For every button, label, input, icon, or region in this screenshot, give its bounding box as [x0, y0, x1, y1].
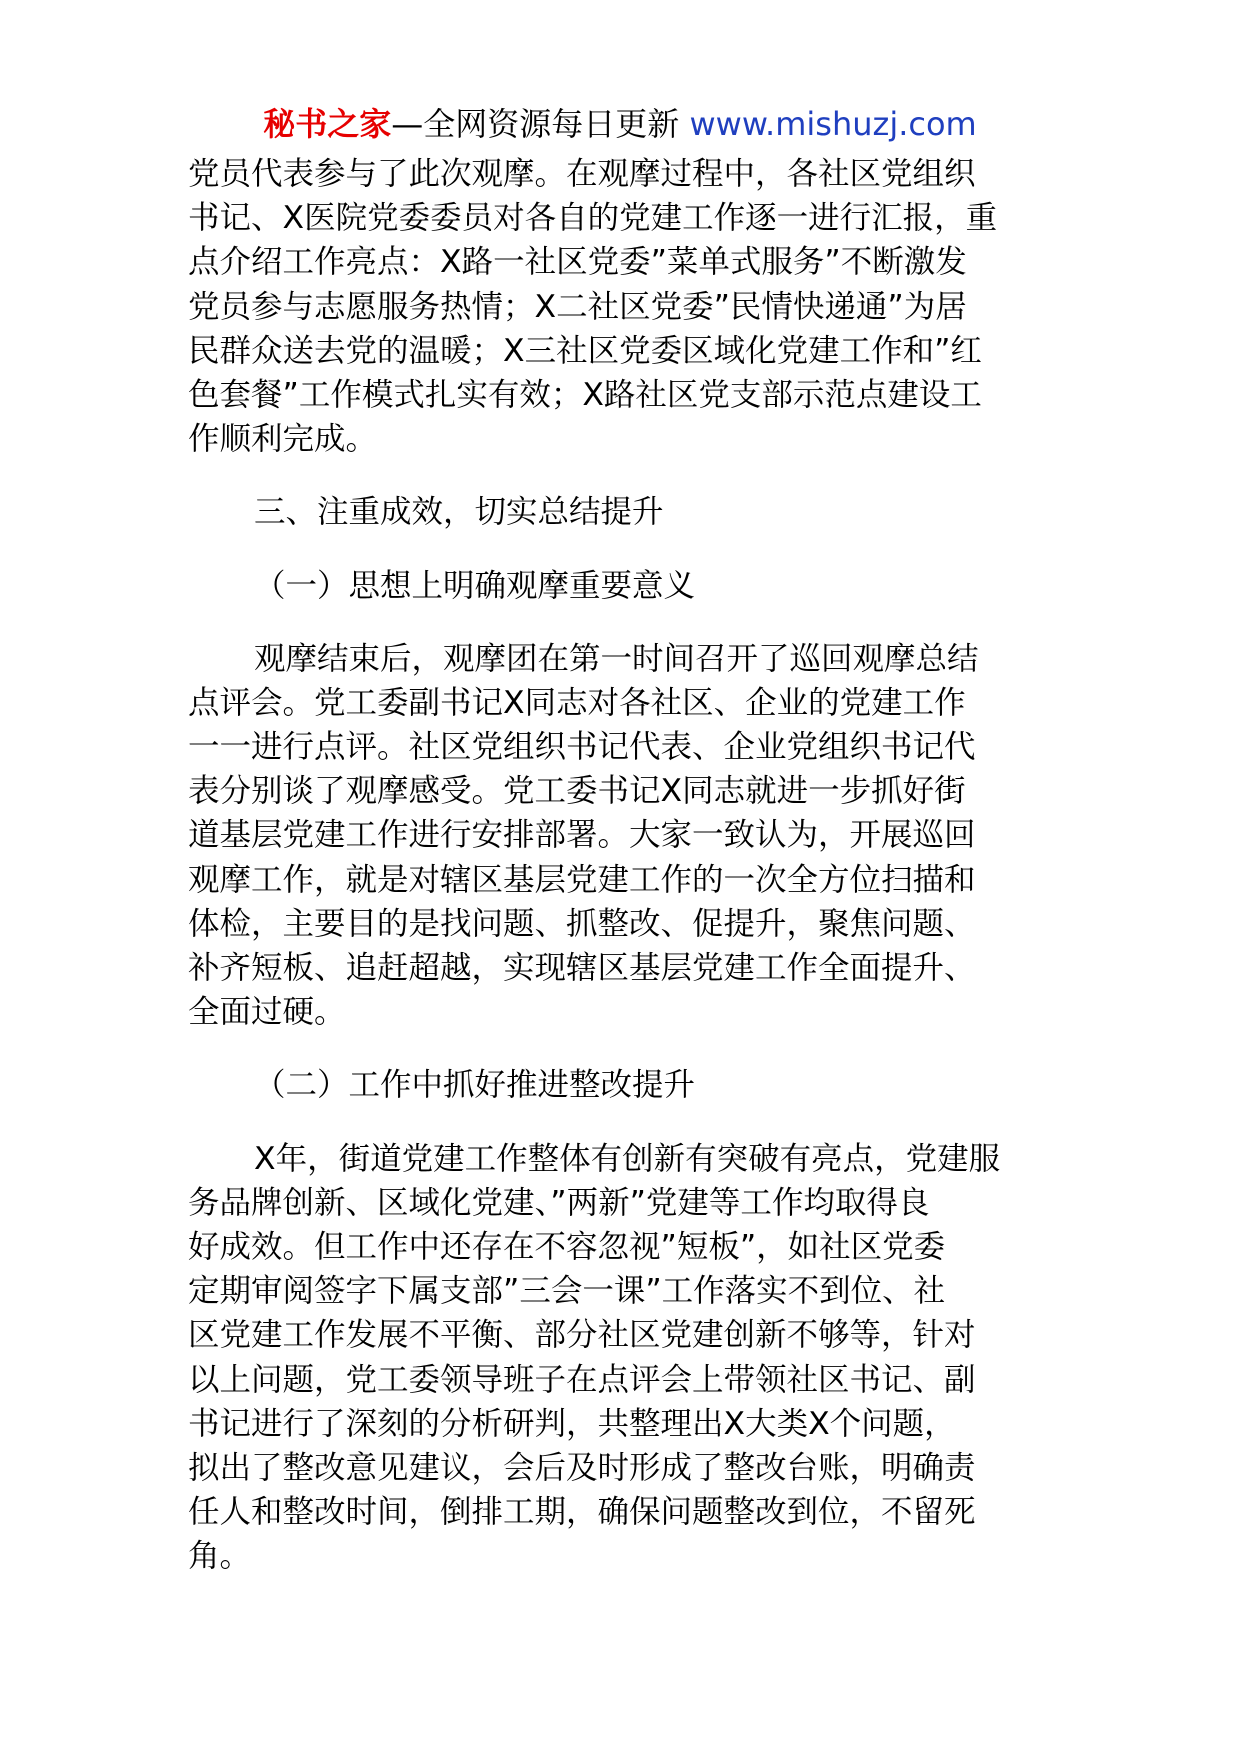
section-heading: 三、注重成效，切实总结提升 [254, 494, 664, 531]
header-url: www.mishuzj.com [689, 105, 977, 143]
text-line: 一一进行点评。社区党组织书记代表、企业党组织书记代 [188, 729, 976, 766]
text-line: 书记进行了深刻的分析研判，共整理出X大类X个问题， [188, 1405, 956, 1442]
paragraph [188, 637, 1058, 1035]
text-line: X年，街道党建工作整体有创新有突破有亮点，党建服 [254, 1140, 1001, 1177]
text-line: 任人和整改时间，倒排工期，确保问题整改到位，不留死 [188, 1494, 976, 1531]
text-line: 定期审阅签字下属支部”三会一课”工作落实不到位、社 [188, 1273, 946, 1310]
text-line: 务品牌创新、区域化党建、”两新”党建等工作均取得良 [188, 1184, 930, 1221]
text-line: 点评会。党工委副书记X同志对各社区、企业的党建工作 [188, 684, 966, 721]
text-line: 好成效。但工作中还存在不容忽视”短板”，如社区党委 [188, 1228, 946, 1265]
text-line: 区党建工作发展不平衡、部分社区党建创新不够等，针对 [188, 1317, 976, 1354]
text-line: 观摩工作，就是对辖区基层党建工作的一次全方位扫描和 [188, 861, 976, 898]
document-body [188, 152, 1058, 1578]
brand-name: 秘书之家 [263, 105, 392, 143]
text-line: 全面过硬。 [188, 994, 346, 1031]
text-line: 色套餐”工作模式扎实有效；X路社区党支部示范点建设工 [188, 376, 982, 413]
page-header [0, 100, 1240, 148]
text-line: 角。 [188, 1538, 252, 1575]
paragraph [188, 1137, 1058, 1579]
text-line: 以上问题，党工委领导班子在点评会上带领社区书记、副 [188, 1361, 976, 1398]
subsection-heading: （一）思想上明确观摩重要意义 [254, 567, 696, 604]
subsection-heading: （二）工作中抓好推进整改提升 [254, 1067, 696, 1104]
text-line: 观摩结束后，观摩团在第一时间召开了巡回观摩总结 [254, 640, 979, 677]
text-line: 党员代表参与了此次观摩。在观摩过程中，各社区党组织 [188, 156, 976, 192]
text-line: 党员参与志愿服务热情；X二社区党委”民情快递通”为居 [188, 288, 967, 325]
text-line: 点介绍工作亮点：X路一社区党委”菜单式服务”不断激发 [188, 244, 967, 281]
text-line: 补齐短板、追赶超越，实现辖区基层党建工作全面提升、 [188, 950, 976, 986]
text-line: 表分别谈了观摩感受。党工委书记X同志就进一步抓好街 [188, 773, 966, 810]
header-slogan: —全网资源每日更新 [391, 105, 680, 143]
text-line: 民群众送去党的温暖；X三社区党委区域化党建工作和”红 [188, 332, 982, 369]
text-line: 作顺利完成。 [188, 421, 378, 458]
text-line: 道基层党建工作进行安排部署。大家一致认为，开展巡回 [188, 817, 976, 854]
text-line: 书记、X医院党委委员对各自的党建工作逐一进行汇报，重 [188, 200, 998, 237]
text-line: 体检，主要目的是找问题、抓整改、促提升，聚焦问题、 [188, 905, 976, 942]
text-line: 拟出了整改意见建议，会后及时形成了整改台账，明确责 [188, 1449, 976, 1486]
paragraph [188, 152, 1058, 461]
